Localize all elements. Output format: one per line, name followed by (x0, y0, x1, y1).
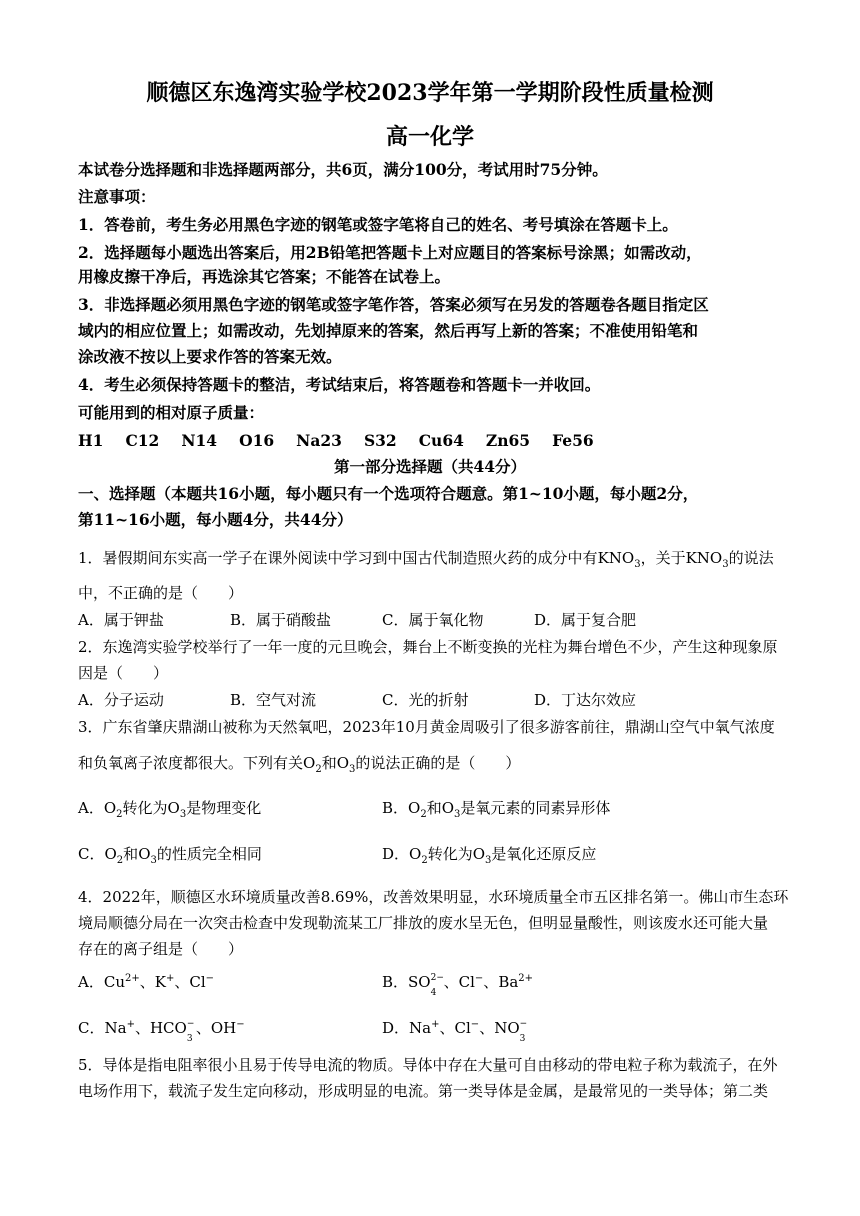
atomic-mass-list (78, 430, 616, 452)
q3-option-c: C．$O_2$和$O_3$的性质完全相同 (78, 845, 262, 866)
q4-option-b: B．SO 2− 4 、Cl−、$Ba^{2+}$ (382, 973, 534, 998)
q4-stem-line-2: 境局顺德分局在一次突击检查中发现勒流某工厂排放的废水呈无色，但明显量酸性，则该废水还可能大量 (78, 914, 769, 932)
section-heading-line-1: 一、选择题（本题共16小题，每小题只有一个选项符合题意。第1~10小题，每小题2分， (78, 484, 699, 503)
q5-stem-line-1: 5．导体是指电阻率很小且易于传导电流的物质。导体中存在大量可自由移动的带电粒子称为载流子，在外 (78, 1056, 778, 1074)
exam-intro: 本试卷分选择题和非选择题两部分，共6页，满分100分，考试用时75分钟。 (78, 160, 608, 179)
atomic-mass-zn: Zn65 (485, 431, 531, 450)
part1-heading: 第一部分选择题（共44分） (333, 457, 527, 476)
q2-option-d: D．丁达尔效应 (534, 691, 637, 709)
atomic-mass-n: N14 (181, 431, 218, 450)
atomic-mass-c: C12 (125, 431, 160, 450)
q1-formula-kno3: $KNO_3$ (597, 549, 641, 570)
q4-stem-line-3: 存在的离子组是（ ） (78, 940, 244, 958)
q3-stem-line-1: 3．广东省肇庆鼎湖山被称为天然氧吧，2023年10月黄金周吸引了很多游客前往，鼎湖山空气中氧气浓度 (78, 718, 775, 736)
note-1: 1．答卷前，考生务必用黑色字迹的钢笔或签字笔将自己的姓名、考号填涂在答题卡上。 (78, 215, 678, 234)
atomic-mass-o: O16 (239, 431, 275, 450)
notes-heading: 注意事项： (78, 187, 156, 206)
note-4: 4．考生必须保持答题卡的整洁，考试结束后，将答题卷和答题卡一并收回。 (78, 375, 601, 394)
atomic-mass-h: H1 (78, 431, 104, 450)
q3-option-d: D．$O_2$转化为$O_3$是氧化还原反应 (382, 845, 597, 866)
q2-option-a: A．分子运动 (78, 691, 164, 709)
exam-title: 顺德区东逸湾实验学校2023学年第一学期阶段性质量检测 (146, 80, 714, 106)
atomic-mass-heading: 可能用到的相对原子质量： (78, 403, 265, 422)
q4-option-c: C．Na+、HCO − 3 、OH− (78, 1019, 245, 1044)
note-3-line-3: 涂改液不按以上要求作答的答案无效。 (78, 347, 342, 366)
atomic-mass-fe: Fe56 (552, 431, 594, 450)
q4-option-a: A．$Cu^{2+}$、K+、Cl− (78, 973, 215, 991)
q1-option-a: A．属于钾盐 (78, 611, 164, 629)
atomic-mass-s: S32 (363, 431, 397, 450)
q2-option-c: C．光的折射 (382, 691, 469, 709)
q1-formula-kno3-2: $KNO_3$ (685, 549, 729, 570)
q2-stem-line-2: 因是（ ） (78, 664, 169, 682)
q3-option-b: B．$O_2$和$O_3$是氧元素的同素异形体 (382, 799, 611, 820)
q1-option-d: D．属于复合肥 (534, 611, 637, 629)
q2-stem-line-1: 2．东逸湾实验学校举行了一年一度的元旦晚会，舞台上不断变换的光柱为舞台增色不少，产生这种现象原 (78, 638, 778, 656)
q5-stem-line-2: 电场作用下，载流子发生定向移动，形成明显的电流。第一类导体是金属，是最常见的一类导体；第二类 (78, 1082, 769, 1100)
q4-stem-line-1: 4．2022年，顺德区水环境质量改善8.69%，改善效果明显，水环境质量全市五区排名第一。佛山市生态环 (78, 888, 789, 906)
note-3-line-1: 3．非选择题必须用黑色字迹的钢笔或签字笔作答，答案必须写在另发的答题卷各题目指定区 (78, 295, 709, 314)
note-2-line-1: 2．选择题每小题选出答案后，用2B铅笔把答题卡上对应题目的答案标号涂黑；如需改动， (78, 243, 702, 262)
subject-title: 高一化学 (385, 124, 474, 150)
q3-stem-line-2: 和负氧离子浓度都很大。下列有关$O_2$和$O_3$的说法正确的是（ ） (78, 754, 521, 775)
q1-option-b: B．属于硝酸盐 (230, 611, 332, 629)
section-heading-line-2: 第11~16小题，每小题4分，共44分） (78, 510, 353, 529)
q1-option-c: C．属于氧化物 (382, 611, 484, 629)
q3-option-a: A．$O_2$转化为$O_3$是物理变化 (78, 799, 262, 820)
note-2-line-2: 用橡皮擦干净后，再选涂其它答案；不能答在试卷上。 (78, 267, 451, 286)
q1-stem-line-1: 1．暑假期间东实高一学子在课外阅读中学习到中国古代制造照火药的成分中有$KNO_3$，关于$KNO_3$的说法 (78, 549, 774, 570)
q4-option-d: D．Na+、Cl−、NO − 3 (382, 1019, 528, 1044)
atomic-mass-cu: Cu64 (418, 431, 464, 450)
q2-option-b: B．空气对流 (230, 691, 317, 709)
atomic-mass-na: Na23 (296, 431, 342, 450)
q1-stem-line-2: 中，不正确的是（ ） (78, 584, 244, 602)
note-3-line-2: 域内的相应位置上；如需改动，先划掉原来的答案，然后再写上新的答案；不准使用铅笔和 (78, 321, 699, 340)
